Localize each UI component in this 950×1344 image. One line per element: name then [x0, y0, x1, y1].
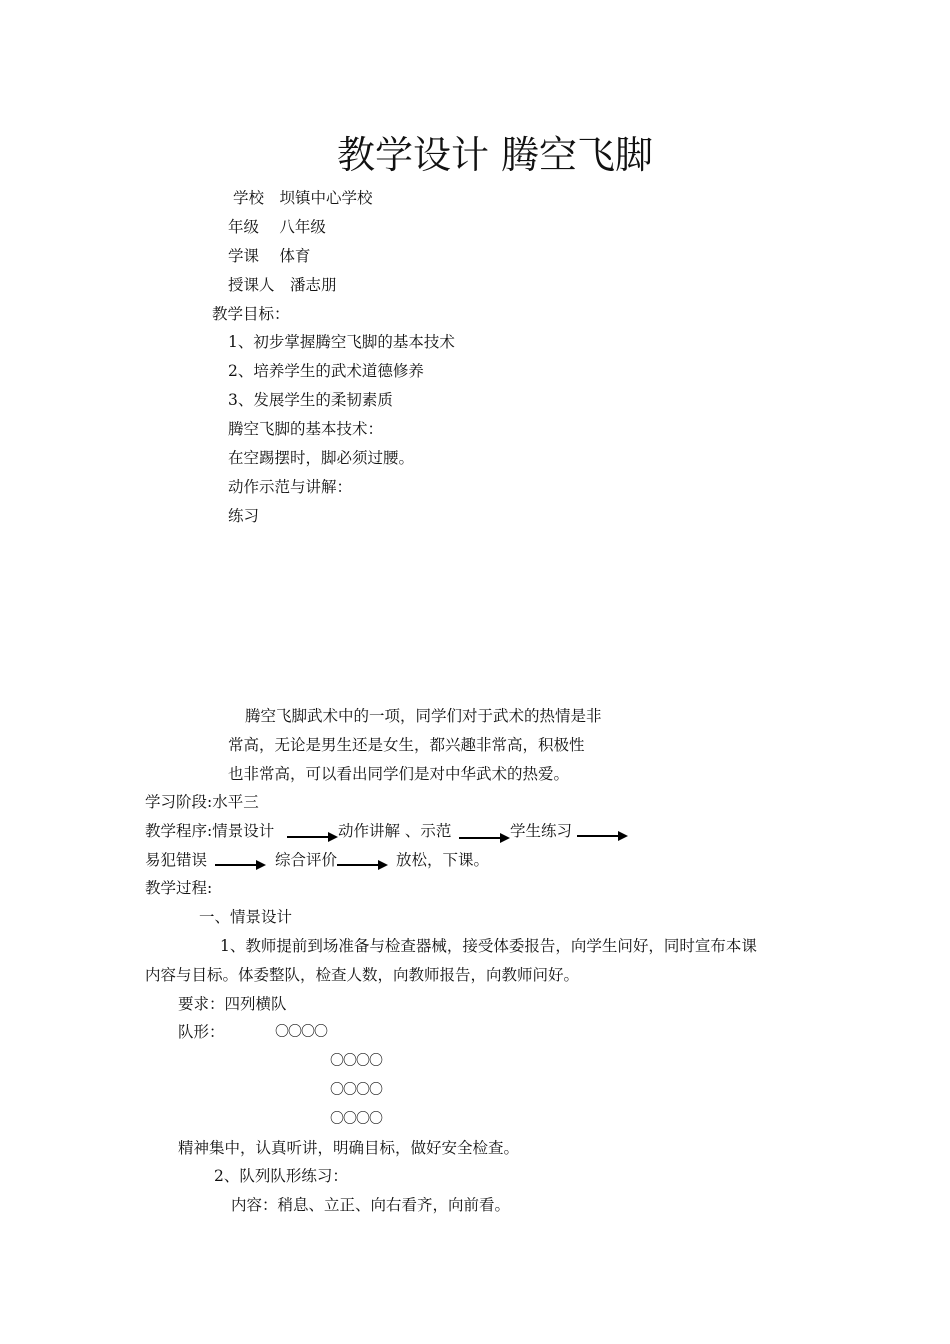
- section-heading: 一、情景设计: [199, 908, 293, 926]
- formation-row: 〇〇〇〇: [275, 1024, 327, 1040]
- intro-line: 腾空飞脚武术中的一项，同学们对于武术的热情是非: [245, 707, 602, 725]
- formation-row: 〇〇〇〇: [330, 1111, 382, 1127]
- school-line: 学校 坝镇中心学校: [233, 189, 373, 207]
- formation-row: 〇〇〇〇: [330, 1082, 382, 1098]
- objectives-heading: 教学目标：: [212, 305, 290, 323]
- arrow-icon: [287, 836, 329, 838]
- arrow-icon: [577, 835, 619, 837]
- document-title: 教学设计 腾空飞脚: [336, 133, 654, 177]
- arrow-icon: [337, 864, 379, 866]
- formation-label: 队形：: [178, 1023, 225, 1041]
- subsection-heading: 2、队列队形练习：: [214, 1167, 348, 1185]
- learning-stage: 学习阶段:水平三: [145, 793, 259, 811]
- content-line: 内容：稍息、立正、向右看齐，向前看。: [231, 1196, 511, 1214]
- grade-line: 年级 八年级: [228, 218, 326, 236]
- paragraph-line: 内容与目标。体委整队，检查人数，向教师报告，向教师问好。: [145, 966, 580, 984]
- formation-row: 〇〇〇〇: [330, 1053, 382, 1069]
- teacher-line: 授课人 潘志朋: [228, 276, 337, 294]
- objective-item: 3、发展学生的柔韧素质: [228, 391, 393, 409]
- subject-line: 学课 体育: [228, 247, 311, 265]
- focus-line: 精神集中，认真听讲，明确目标，做好安全检查。: [178, 1139, 520, 1157]
- process-heading: 教学过程:: [145, 879, 213, 897]
- technique-text: 在空踢摆时，脚必须过腰。: [228, 449, 415, 467]
- procedure-step: 学生练习: [510, 822, 573, 840]
- objective-item: 1、初步掌握腾空飞脚的基本技术: [228, 333, 455, 351]
- arrow-icon: [215, 864, 257, 866]
- requirement-line: 要求：四列横队: [178, 995, 287, 1013]
- procedure-step: 易犯错误: [145, 851, 208, 869]
- practice-label: 练习: [228, 507, 260, 525]
- arrow-icon: [459, 837, 501, 839]
- procedure-step: 动作讲解 、示范: [338, 822, 452, 840]
- procedure-step: 综合评价: [275, 851, 338, 869]
- intro-line: 常高，无论是男生还是女生，都兴趣非常高，积极性: [228, 736, 585, 754]
- technique-heading: 腾空飞脚的基本技术：: [228, 420, 384, 438]
- objective-item: 2、培养学生的武术道德修养: [228, 362, 424, 380]
- procedure-step: 放松，下课。: [396, 851, 490, 869]
- demo-heading: 动作示范与讲解：: [228, 478, 353, 496]
- paragraph-line: 1、教师提前到场准备与检查器械，接受体委报告，向学生问好，同时宣布本课: [220, 937, 757, 955]
- procedure-label: 教学程序:情景设计: [145, 822, 275, 840]
- intro-line: 也非常高，可以看出同学们是对中华武术的热爱。: [228, 765, 570, 783]
